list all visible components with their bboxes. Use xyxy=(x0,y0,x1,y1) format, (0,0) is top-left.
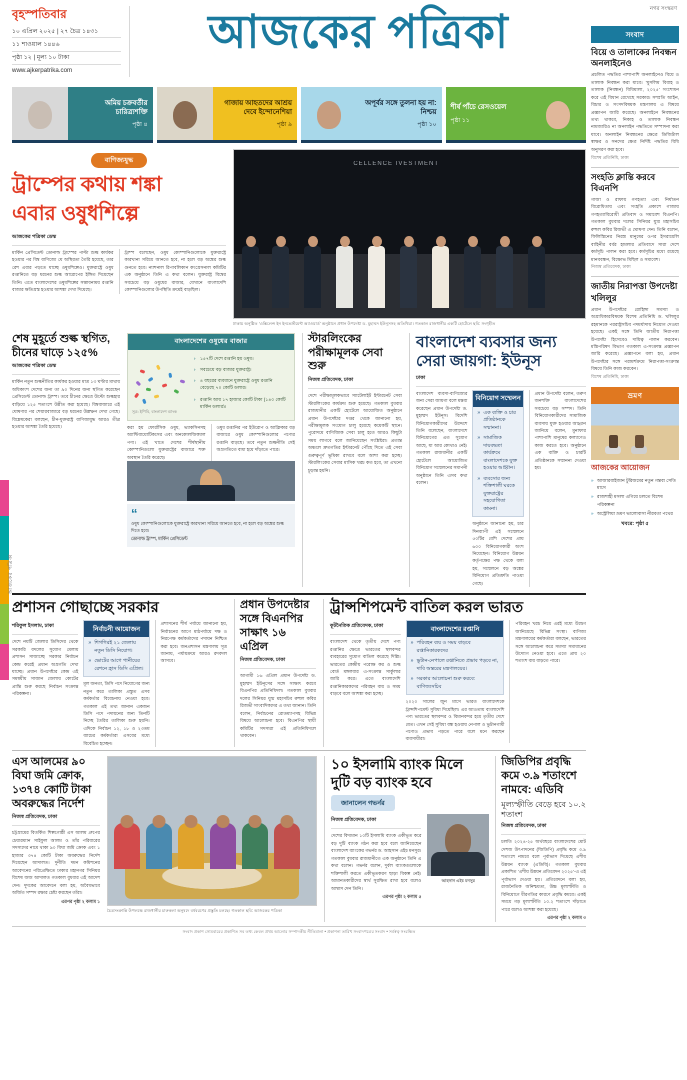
rider-figure xyxy=(635,435,644,448)
gdp-byline: নিজস্ব প্রতিবেদক, ঢাকা xyxy=(501,820,586,835)
export-point: » পরিবহন ব্যয় ও সময় বাড়বে রপ্তানিকারকদের xyxy=(407,637,504,655)
export-impact-box xyxy=(406,620,505,695)
export-point: » ভুটান-নেপালে রপ্তানিতে প্রভাব পড়বে না, দাবি অন্তরের মন্ত্রণালয়ের। xyxy=(407,655,504,673)
lead-byline: আজকের পত্রিকা ডেস্ক xyxy=(12,231,226,246)
yunus-body-col1: বাংলাদেশ ব্যবসা-বাণিজ্যের জন্য সেরা জায়গা বলে মন্তব্য করেছেন প্রধান উপদেষ্টা ড. মুহাম্মদ ইউনূস। বিদেশি বিনিয়োগকারীদের উদ্দেশে তিনি বলেছেন, বাংলাদেশে বিনিয়োগের এত সুযোগ আছে, যা আর কোথাও নেই। গতকাল রাজধানীর একটি হোটেলে আয়োজিত বিনিয়োগ সম্মেলনের সমাপনী অনুষ্ঠানে তিনি এসব কথা বলেন। xyxy=(416,390,468,486)
sidebar-item-body: গাজা ও রাফায় গণহত্যা এবং নির্যাতন বিরোধিতায় এবং সংহতি প্রকাশে গাজায় গণহত্যাবিরোধী প্রতিবাদ ও সমাবেশ বিএনপি। গতকাল বুধবার দলের সিনিয়র যুগ্ম মহাসচিব রুহুল কবির রিজভী এ ঘোষণা দেন। তিনি বলেন, ফিলিস্তিনের নিরস্ত্র মানুষের ওপর ইসরায়েলি বাহিনীর বর্বর হামলার প্রতিবাদে সারা দেশে কর্মসূচি পালন করা হবে। কর্মসূচির মধ্যে রয়েছে মানববন্ধন, বিক্ষোভ মিছিল ও সমাবেশ। xyxy=(591,197,679,262)
transship-body-col3: পরিবহন খরচ নিয়ে এরই মধ্যে উদ্বেগ জানিয়েছে বিভিন্ন সংস্থা। বাণিজ্য মন্ত্রণালয়ের কর্মকর্তারা বলছেন, ভারতের সঙ্গে আলোচনা করে সমস্যা সমাধানের উদ্যোগ নেওয়া হবে। এতে প্রায় ২০ শতাংশ ব্যয় বাড়তে পারে। xyxy=(515,621,587,664)
lead-body-col2: ট্রাম্প বলেছেন, ওষুধ কোম্পানিগুলোকে যুক্তরাষ্ট্রে কারখানা সরিয়ে আনতে হবে, না হলে বড় অঙ্কের শুল্ক গুনতে হবে। ন্যাশনাল রিপাবলিকান কংগ্রেসনাল কমিটির এক অনুষ্ঠানে তিনি এ কথা বলেন। যুক্তরাষ্ট্র বিশ্বের সবচেয়ে বড় ওষুধের বাজার, যেখানে বাংলাদেশি কোম্পানিগুলোর উপস্থিতি ক্রমেই বাড়ছিল। xyxy=(124,250,226,293)
bnp-headline-line1: প্রধান উপদেষ্টার xyxy=(240,599,310,612)
quote-author: ডোনাল্ড ট্রাম্প, মার্কিন প্রেসিডেন্ট xyxy=(131,536,188,542)
salam-headline: এস আলমের ৯০ বিঘা জমি ক্রোক, ১৩৭৪ কোটি টাকা অবরুদ্ধের নির্দেশ xyxy=(12,756,92,810)
teaser-page: পৃষ্ঠা ১১ xyxy=(450,117,470,124)
sidebar-item-security-adviser[interactable] xyxy=(591,277,679,381)
festival-photo-block xyxy=(107,756,317,922)
teaser-photo xyxy=(12,87,68,140)
summit-point: » সামাজিক দায়বদ্ধতা কার্যক্রমে বাংলাদেশকে যুক্ত হওয়ার আহ্বান। xyxy=(473,432,522,473)
election-point: » শিগগিরই ২১ জেলায় নতুন ডিসি নিয়োগ। xyxy=(84,637,148,655)
bank-box-title: জানালেন গভর্নর xyxy=(331,795,395,811)
transship-body-col1: বাংলাদেশ থেকে তৃতীয় দেশে পণ্য রপ্তানির ক্ষেত্রে ভারতের স্থলবন্দর ব্যবহারের সুযোগ বাতিল করেছে দিল্লি। ভারতের কেন্দ্রীয় পরোক্ষ কর ও শুল্ক বোর্ড মঙ্গলবার এ-সংক্রান্ত সার্কুলার জারি করে। এতে বাংলাদেশি রপ্তানিকারকদের পরিবহন ব্যয় ও সময় বাড়বে বলে আশঙ্কা করা হচ্ছে। xyxy=(330,639,401,697)
gdp-continuation: এরপর পৃষ্ঠা ২ কলাম ৩ xyxy=(547,915,586,921)
teaser-page: পৃষ্ঠা ৪ xyxy=(132,122,148,129)
trump-photo xyxy=(127,461,295,501)
gdp-headline-line1: জিডিপির প্রবৃদ্ধি xyxy=(501,756,571,769)
section-divider xyxy=(12,593,586,595)
bnp-headline-line3: সাক্ষাৎ ১৬ এপ্রিল xyxy=(240,626,286,653)
story-administration[interactable] xyxy=(12,599,227,747)
admin-body-col3: প্রশাসনের শীর্ষ পর্যায়ে জানানো হয়, নির্বাচনের আগে মাঠপর্যায়ে দক্ষ ও নিরপেক্ষ কর্মকর্তাদের পদায়ন নিশ্চিত করা হবে। জনপ্রশাসন মন্ত্রণালয় সূত্র জানায়, পর্যায়ক্রমে আরও রদবদল আসবে। xyxy=(160,621,227,664)
governor-photo-caption: আহসান এইচ মনসুর xyxy=(441,878,475,884)
china-headline: শেষ মুহূর্তে শুল্ক স্থগিত, চীনের ঘাড়ে ১২৫% xyxy=(12,332,111,359)
pharma-box-title: বাংলাদেশের ওষুধের বাজার xyxy=(128,334,294,350)
admin-headline: প্রশাসন গোছাচ্ছে সরকার xyxy=(12,599,159,617)
pharma-fact: › রপ্তানি আয় ১৭ হাজার কোটি টাকা (১৪০ কোটি মার্কিন ডলার)। xyxy=(190,395,290,408)
teaser-page: পৃষ্ঠা ৯ xyxy=(276,122,292,129)
secondary-stories-row xyxy=(12,333,586,587)
china-byline: আজকের পত্রিকা ডেস্ক xyxy=(12,360,120,375)
quote-text: ওষুধ কোম্পানিগুলোকে যুক্তরাষ্ট্রে কারখানা সরিয়ে আনতে হবে, না হলে বড় অঙ্কের শুল্ক দিতে হবে। xyxy=(131,520,284,534)
bank-continuation: এরপর পৃষ্ঠা ২ কলাম ৫ xyxy=(382,894,422,900)
export-box-title: বাংলাদেশের রপ্তানি xyxy=(407,621,504,637)
travel-page-ref: খবরে: পৃষ্ঠা ৫ xyxy=(621,520,649,527)
lead-photo-caption: ঢাকায় অনুষ্ঠিত ‘এক্সিলেন্স ইন ইনভেস্টমেন্ট অ্যাওয়ার্ড’ অনুষ্ঠানে প্রধান উপদেষ্টা ড. মুহাম্মদ ইউনূসসহ অতিথিরা। গতকাল রাজধানীর একটি হোটেলে ছবি: সংগৃহীত xyxy=(233,321,496,326)
right-sidebar xyxy=(591,26,679,529)
travel-item[interactable]: » অস্ট্রেলিয়া ভ্রমণ ভালোবাসা নীরবতা পথের xyxy=(591,510,679,517)
pharma-body-right: ওষুধ রপ্তানির পর ইউরোপ ও আফ্রিকার বড় বাজারে ওষুধ কোম্পানিগুলোর পণ্যের রপ্তানি বাড়ছে। তবে নতুন শুল্কনীতি সেই অগ্রগতিতে বাধা হয়ে দাঁড়াতে পারে। xyxy=(216,424,295,453)
pages-price: পৃষ্ঠা ১২ | মূল্য ১০ টাকা xyxy=(12,52,121,65)
bottom-stories-row xyxy=(12,756,586,922)
sidebar-section-news-header: সংবাদ xyxy=(591,26,679,43)
story-transshipment[interactable] xyxy=(323,599,586,747)
transship-headline: ট্রান্সশিপমেন্ট বাতিল করল ভারত xyxy=(330,599,524,617)
top-teaser-strip xyxy=(12,87,586,143)
gdp-headline-line3: নামবে: এডিবি xyxy=(501,783,564,796)
travel-item[interactable]: » আজারবাইজান টুরিজমের নতুন গন্তব্য সেতি মাসে xyxy=(591,477,679,491)
gdp-subhead: মূল্যস্ফীতি বেড়ে হবে ১০.২ শতাংশ xyxy=(501,799,586,819)
governor-photo xyxy=(427,814,489,876)
bnp-body: আগামী ১৬ এপ্রিল প্রধান উপদেষ্টা ড. মুহাম্মদ ইউনূসের সঙ্গে সাক্ষাৎ করবে বিএনপির প্রতিনিধিদল। গতকাল বুধবার দলের সিনিয়র যুগ্ম মহাসচিব রুহুল কবির রিজভী সাংবাদিকদের এ তথ্য জানান। তিনি বলেন, নির্বাচনের রোডম্যাপসহ বিভিন্ন বিষয়ে আলোচনা হবে। বিএনপির স্থায়ী কমিটির সদস্যরা এই প্রতিনিধিদলে থাকবেন। xyxy=(240,673,316,739)
bank-headline-line1: ১০ ইসলামি ব্যাংক মিলে xyxy=(331,756,464,773)
teaser-photo xyxy=(301,87,357,140)
edition-tagline: নগর সংস্করণ xyxy=(649,6,677,12)
pill-illustration xyxy=(128,350,294,408)
teaser-title: শীর্ষ পাঁচে রেসওয়েল xyxy=(450,104,507,112)
travel-photo xyxy=(591,404,679,460)
sidebar-section-travel-header: ভ্রমণ xyxy=(591,387,679,404)
investment-summit-box xyxy=(472,390,523,518)
pharma-fact: › ১৫৭টি দেশে রপ্তানি হয় ওষুধ। xyxy=(190,354,290,363)
pharma-box-source: সূত্র: ইপিবি, বাংলাদেশ ব্যাংক xyxy=(132,408,177,414)
sidebar-item-byline: নিজস্ব প্রতিবেদক, ঢাকা xyxy=(591,264,631,270)
teaser-page: পৃষ্ঠা ১০ xyxy=(417,122,437,129)
bnp-headline-line2: সঙ্গে বিএনপির xyxy=(240,613,303,626)
lead-kicker: বাণিজ্যযুদ্ধ xyxy=(91,153,148,168)
sidebar-item-title: জাতীয় নিরাপত্তা উপদেষ্টা খলিলুর xyxy=(591,281,678,303)
lead-photo xyxy=(233,149,586,319)
teaser-photo xyxy=(530,87,586,140)
summit-box-title: বিনিয়োগ সম্মেলন xyxy=(473,391,522,407)
story-yunus-investment[interactable] xyxy=(409,333,586,587)
lead-headline-block[interactable] xyxy=(12,149,226,327)
lead-headline-line2: এবার ওষুধশিল্পে xyxy=(12,202,139,225)
sidebar-item-byline: বিশেষ প্রতিনিধি, ঢাকা xyxy=(591,154,629,160)
lead-story xyxy=(12,149,586,327)
teaser-photo xyxy=(157,87,213,140)
travel-item[interactable]: » রাজশাহী মসলা এগিয়ে চলতে বিশেষ পরিকল্পনা xyxy=(591,493,679,507)
masthead xyxy=(12,6,679,82)
teaser-title: অপূর্বর সঙ্গে তুলনা হয় না: নিশ্চয় xyxy=(365,99,437,116)
page-footer: সংবাদ প্রকাশ সোমবারের প্রকাশিত সব তথ্য কেবল প্রথম আলোর সম্পাদকীয় নীতিমালা • প্রকাশনা তারিখ সংবাদপত্রের সংবাদ • সর্বস্বত্ব সংরক্ষিত xyxy=(12,926,586,936)
teaser-title: অমিয় চক্রবর্তীর চারিত্র্যশক্তি xyxy=(104,99,148,116)
yunus-body-col2: অনুষ্ঠানে জানানো হয়, চার দিনব্যাপী এই সম্মেলনে ৫০টির বেশি দেশের প্রায় ৬০০ বিনিয়োগকারী অংশ নিয়েছেন। বিনিয়োগ উন্নয়ন কর্তৃপক্ষের পক্ষ থেকে বলা হয়, সম্মেলনে বড় অঙ্কের বিনিয়োগ প্রতিশ্রুতি পাওয়া গেছে। xyxy=(472,521,524,586)
salam-continuation: এরপর পৃষ্ঠা ২ কলাম ১ xyxy=(61,898,100,904)
starlink-byline: নিজস্ব প্রতিবেদক, ঢাকা xyxy=(308,374,402,389)
publication-day: বৃহস্পতিবার xyxy=(12,9,67,21)
transship-body-col2: ২০২০ সালের জুন মাসে ভারত বাংলাদেশকে ট্রান্সশিপমেন্ট সুবিধা দিয়েছিল। এর আওতায় বাংলাদেশি পণ্য ভারতের স্থলবন্দর ও বিমানবন্দর হয়ে তৃতীয় দেশে যেত। এখন সেই সুবিধা বন্ধ হওয়ায় নেপাল ও ভুটানগামী পণ্যেও প্রভাব পড়তে পারে বলে মনে করছেন ব্যবসায়ীরা। xyxy=(405,699,505,742)
sidebar-item-body: প্রধান উপদেষ্টার রোহিঙ্গা সমস্যা ও অগ্রাধিকারবিষয়ক বিশেষ প্রতিনিধি ড. খলিলুর রহমানকে পররাষ্ট্রসচিব পদমর্যাদায় নিয়োগ দেওয়া হয়েছে। একই সঙ্গে তিনি জাতীয় নিরাপত্তা উপদেষ্টা হিসেবেও দায়িত্ব পালন করবেন। মন্ত্রিপরিষদ বিভাগ গতকাল এ-সংক্রান্ত প্রজ্ঞাপন জারি করেছে। প্রজ্ঞাপনে বলা হয়, প্রধান উপদেষ্টার সঙ্গে পরামর্শক্রমে নিরাপত্তা-সংক্রান্ত বিষয়ে তিনি কাজ করবেন। xyxy=(591,306,679,372)
yunus-headline-line1: বাংলাদেশ ব্যবসার জন্য xyxy=(416,333,557,351)
masthead-info xyxy=(12,6,130,77)
sidebar-item-title: সংহতি ক্লান্তি করবে বিএনপি xyxy=(591,171,656,193)
festival-photo-caption: চৈত্রসংক্রান্তি উপলক্ষে রাজধানীর চারুকলা অনুষদে বর্ষবরণের প্রস্তুতি চলছে। গতকাল ছবি: আজকের পত্রিকা xyxy=(107,908,283,914)
festival-photo xyxy=(107,756,317,906)
admin-body-col2: মূল জনতা, ডিসি পদে নিয়োগের জন্য নতুন করে তালিকা প্রস্তুত এসব কর্মকর্তার বিবেচনায় নেওয়া হবে। গতকাল এই তথ্য জানান একজন ডিসি পদে পদায়নের জন্য তিনটি নিচ্ছে তৈরির তালিকা শুরু হয়নি। এদিকে নির্বাচন ১২, ১৮ ও ২৩তম ব্যাচের কর্মকর্তারা এসবের মধ্যে বিবেচিত হচ্ছেন। xyxy=(83,681,150,746)
newspaper-logo: আজকের পত্রিকা xyxy=(208,6,509,59)
teaser-item[interactable] xyxy=(12,87,153,143)
yunus-body-col3: প্রধান উপদেষ্টা বলেন, তরুণ জনশক্তি বাংলাদেশের সবচেয়ে বড় সম্পদ। তিনি বিনিয়োগকারীদের সামাজিক ব্যবসায় যুক্ত হওয়ার আহ্বান জানিয়ে বলেন, মুনাফার পাশাপাশি মানুষের কল্যাণেও কাজ করতে হবে। অনুষ্ঠানে এক ব্যক্তি ও চারটি প্রতিষ্ঠানকে সম্মাননা দেওয়া হয়। xyxy=(534,390,586,471)
election-box-title: নির্বাচনী আয়োজন xyxy=(84,621,148,637)
travel-title: আজকের আয়োজন xyxy=(591,463,650,473)
election-plan-box xyxy=(83,620,149,677)
starlink-headline: স্টারলিংকের পরীক্ষামূলক সেবা শুরু xyxy=(308,332,383,373)
transship-byline: কূটনৈতিক প্রতিবেদক, ঢাকা xyxy=(330,620,401,635)
spine-label: আজকের পত্রিকা xyxy=(8,554,14,594)
sidebar-item-body: প্রচলিত পদ্ধতির পাশাপাশি অনলাইনেও বিয়ে ও তালাক নিবন্ধন করা যাবে। ‘মুসলিম বিবাহ ও তালাক (নিবন্ধন) বিধিমালা, ২০২৫’ সংশোধন করে এই বিধান রেখেছে সরকার। সম্প্রতি আইন, বিচার ও সংসদবিষয়ক মন্ত্রণালয় এ বিষয়ে প্রজ্ঞাপন জারি করেছে। অনলাইনে নিবন্ধনের তথ্য থাকবে, নিকাহ ও তালাক নিবন্ধন নামজারিও না অনলাইন পদ্ধতিতে সম্পাদনা করা যাবে। অনলাইন নিবন্ধনের ক্ষেত্রে ডিজিটাল স্বাক্ষর ও সনদের ক্ষেত্র নির্দিষ্ট পদ্ধতির বিধি অনুসরণ করা হবে। xyxy=(591,72,679,152)
salam-byline: নিজস্ব প্রতিবেদক, ঢাকা xyxy=(12,811,100,826)
pharma-infobox xyxy=(127,333,295,587)
bank-body: দেশের বিদ্যমান ১০টি ইসলামি ব্যাংক একীভূত করে বড় দুটি ব্যাংক গঠন করা হবে বলে জানিয়েছেন বাংলাদেশ ব্যাংকের গভর্নর ড. আহসান এইচ মনসুর। গতকাল বুধবার রাজধানীতে এক অনুষ্ঠানে তিনি এ কথা বলেন। গভর্নর বলেন, দুর্বল ব্যাংকগুলোকে শক্তিশালী করতে একীভূতকরণ ছাড়া বিকল্প নেই। আমানতকারীদের স্বার্থ সুরক্ষিত রাখা হবে বলেও আশ্বাস দেন তিনি। xyxy=(331,833,422,891)
sidebar-item-title: বিয়ে ও তালাকের নিবন্ধন অনলাইনেও xyxy=(591,47,677,69)
sidebar-item-bnp-solidarity[interactable] xyxy=(591,168,679,272)
hijri-date: ১১ শাওয়াল ১৪৪৬ xyxy=(12,38,121,51)
teaser-item[interactable] xyxy=(301,87,442,143)
middle-stories-row xyxy=(12,599,586,747)
story-bnp-meeting[interactable] xyxy=(234,599,316,747)
bank-byline: নিজস্ব প্রতিবেদক, ঢাকা xyxy=(331,814,421,829)
story-s-alam[interactable] xyxy=(12,756,100,922)
bnp-byline: নিজস্ব প্রতিবেদক, ঢাকা xyxy=(240,654,316,669)
starlink-body: দেশে পরীক্ষামূলকভাবে স্যাটেলাইট ইন্টারনেট সেবা স্টারলিংকের কার্যক্রম শুরু হয়েছে। গতকাল বুধবার রাজধানীর একটি হোটেলে আয়োজিত অনুষ্ঠানে প্রধান উপদেষ্টার দপ্তর থেকে জানানো হয়, পরীক্ষামূলক সংযোগ চালু হয়েছে কয়েকটি স্থানে। পুরোদমে বাণিজ্যিক সেবা চালু হতে আরও কিছুটা সময় লাগবে বলে জানিয়েছেন সংশ্লিষ্টরা। প্রত্যন্ত অঞ্চলে দ্রুতগতির ইন্টারনেট পৌঁছে দিতে এই সেবা গুরুত্বপূর্ণ ভূমিকা রাখবে বলে আশা করা হচ্ছে। স্টারলিংকের সেবার মাসিক খরচ কত হবে, তা এখনো চূড়ান্ত হয়নি। xyxy=(308,393,402,473)
rider-figure xyxy=(609,435,618,448)
china-body: মার্কিন নতুন শুল্কনীতির কার্যকর হওয়ার মাত্র ১৩ ঘণ্টার মাথায় অধিকাংশ দেশের জন্য তা ৯০ দিনের জন্য স্থগিত করেছেন প্রেসিডেন্ট ডোনাল্ড ট্রাম্প। তবে চীনের ক্ষেত্রে উল্টো শুল্কহার বাড়িয়ে ১২৫ শতাংশে উন্নীত করা হয়েছে। বিশ্ববাজারে এই ঘোষণার পর শেয়ারবাজারে বড় ধরনের উল্লম্ফন দেখা গেছে। বিশ্লেষকেরা বলছেন, চীন-যুক্তরাষ্ট্র বাণিজ্যযুদ্ধ আরও তীব্র হওয়ার আশঙ্কা তৈরি হয়েছে। xyxy=(12,379,120,430)
teaser-title: গাজায় আহতদের আশ্রয় দেবে ইন্দোনেশিয়া xyxy=(224,99,292,116)
story-china-tariff[interactable] xyxy=(12,333,120,587)
website-url[interactable]: www.ajkerpatrika.com xyxy=(12,67,73,75)
section-divider-thin xyxy=(12,750,586,751)
publication-date: ১০ এপ্রিল ২০২৫ | ২৭ চৈত্র ১৪৩১ xyxy=(12,25,121,38)
summit-point: » ব্যবসাের জন্য শক্তিশালী ঘরকে যুক্তরাষ্ট্রের সহযোগিতা কামনা। xyxy=(473,473,522,514)
stage-backdrop-text: CELLENCE IVESTMENT xyxy=(353,161,440,167)
yunus-headline-line2: সেরা জায়গা: ইউনূস xyxy=(416,353,542,371)
election-point: » ভোটের আগে পানীয়ের রেশনে হ্রাস ডিসি এপ্রিল। xyxy=(84,655,148,673)
trump-quote-card xyxy=(127,504,295,547)
gdp-headline-line2: কমে ৩.৯ শতাংশে xyxy=(501,770,577,783)
sidebar-item-byline: বিশেষ প্রতিনিধি, ঢাকা xyxy=(591,374,629,380)
lead-body-col1: মার্কিন প্রেসিডেন্ট ডোনাল্ড ট্রাম্পের পাল্টা শুল্ক কার্যকর হওয়ার পর বিশ্ব বাণিজ্যে যে অস্থিরতা তৈরি হয়েছে, তার রেশ এবার পড়তে যাচ্ছে ওষুধশিল্পেও। যুক্তরাষ্ট্রে ওষুধ রপ্তানিতে বড় ধরনের শুল্ক আরোপের ইঙ্গিত দিয়েছেন তিনি। এতে বাংলাদেশের ওষুধশিল্পের সম্ভাবনাময় রপ্তানি বাজার ক্ষতিগ্রস্ত হওয়ার আশঙ্কা দেখা দিয়েছে। xyxy=(12,250,114,293)
admin-body-col1: দেশে নয়টি জেলার ডিসিদের থেকে সরকারি বদলের সুযোগ মেলায় প্রশাসন সাজাচ্ছে সরকার নির্বাচন কেন্দ্র করেই প্রধান অগ্রগতি দেখা যাচ্ছে। প্রধান উপদেষ্টার কেন্দ্র এই সমন্বয়ীয় সাজান জেলায় কোটের প্রান্তি শুরু করছে নির্বাচন সংক্রান্ত পরিকল্পনা। xyxy=(12,639,79,697)
masthead-edition xyxy=(587,6,679,14)
story-bank-merger[interactable] xyxy=(324,756,586,922)
story-starlink[interactable] xyxy=(302,333,402,587)
pharma-fact: › সবচেয়ে বড় বাজার যুক্তরাষ্ট্র। xyxy=(190,365,290,374)
admin-byline: শরিফুল ইসলাম, ঢাকা xyxy=(12,620,78,635)
sidebar-item-marriage-registration[interactable] xyxy=(591,43,679,162)
bank-headline-line2: দুটি বড় ব্যাংক হবে xyxy=(331,773,432,790)
teaser-item[interactable] xyxy=(157,87,298,143)
summit-point: » এক ব্যক্তি ও চার প্রতিষ্ঠানকে সম্মাননা। xyxy=(473,407,522,433)
export-point: » সরকার আলোচনা শুরু করবে: বাণিজ্যসচিব xyxy=(407,673,504,691)
masthead-logo-area xyxy=(130,6,587,58)
pharma-fact: › ৪ বছরের ব্যবধানে যুক্তরাষ্ট্রে ওষুধ রপ্তানি বেড়েছে ৭০ কোটি ডলার। xyxy=(190,376,290,392)
gdp-body: চলতি ২০২৪-২৫ অর্থবছরে বাংলাদেশের মোট দেশজ উৎপাদনের (জিডিপি) প্রবৃদ্ধি কমে ৩.৯ শতাংশে নামবে বলে পূর্বাভাস দিয়েছে এশীয় উন্নয়ন ব্যাংক (এডিবি)। গতকাল বুধবার প্রকাশিত ‘এশীয় উন্নয়ন প্রতিবেদন ২০২৫’-এ এই পূর্বাভাস দেওয়া হয়। প্রতিবেদনে বলা হয়, রাজনৈতিক অনিশ্চয়তা, উচ্চ মূল্যস্ফীতি ও বিনিয়োগে ধীরগতির কারণে প্রবৃদ্ধি কমবে। একই সময়ে গড় মূল্যস্ফীতি ১০.২ শতাংশে দাঁড়াতে পারে বলেও আশঙ্কা করা হয়েছে। xyxy=(501,839,586,912)
yunus-byline: ঢাকা xyxy=(416,372,586,387)
lead-headline-line1: ট্রাম্পের কথায় শঙ্কা xyxy=(12,173,162,196)
pharma-body-left: করা হয় ফোরাঁসিক ওষুধ, ভ্যাকসিনসহ অ্যান্টিবায়োটিকসের এবং অনকোলজিক্যাল পণ্য। এই খাতে দেশের শীর্ষস্থানীয় কোম্পানিগুলো যুক্তরাষ্ট্রের বাজারে শক্ত অবস্থান তৈরি করেছে। xyxy=(127,424,206,460)
salam-body: চট্টগ্রামের বিতর্কিত শিল্পগোষ্ঠী এস আলম গ্রুপের চেয়ারম্যান সাইফুল আলম ও তাঁর পরিবারের সদস্যদের নামে থাকা ৯০ বিঘা জমি ক্রোক এবং ১ হাজার ৩৭৪ কোটি টাকা অবরুদ্ধের নির্দেশ দিয়েছেন আদালত। দুর্নীতি দমন কমিশনের আবেদনের পরিপ্রেক্ষিতে ঢাকার মহানগর সিনিয়র বিশেষ জজ আদালত গতকাল বুধবার এই আদেশ দেন। দুদকের আবেদনে বলা হয়, অবৈধভাবে অর্জিত সম্পদ রক্ষার চেষ্টা করছেন তাঁরা। xyxy=(12,830,100,896)
quote-mark-icon: “ xyxy=(131,506,138,522)
teaser-item[interactable] xyxy=(446,87,587,143)
